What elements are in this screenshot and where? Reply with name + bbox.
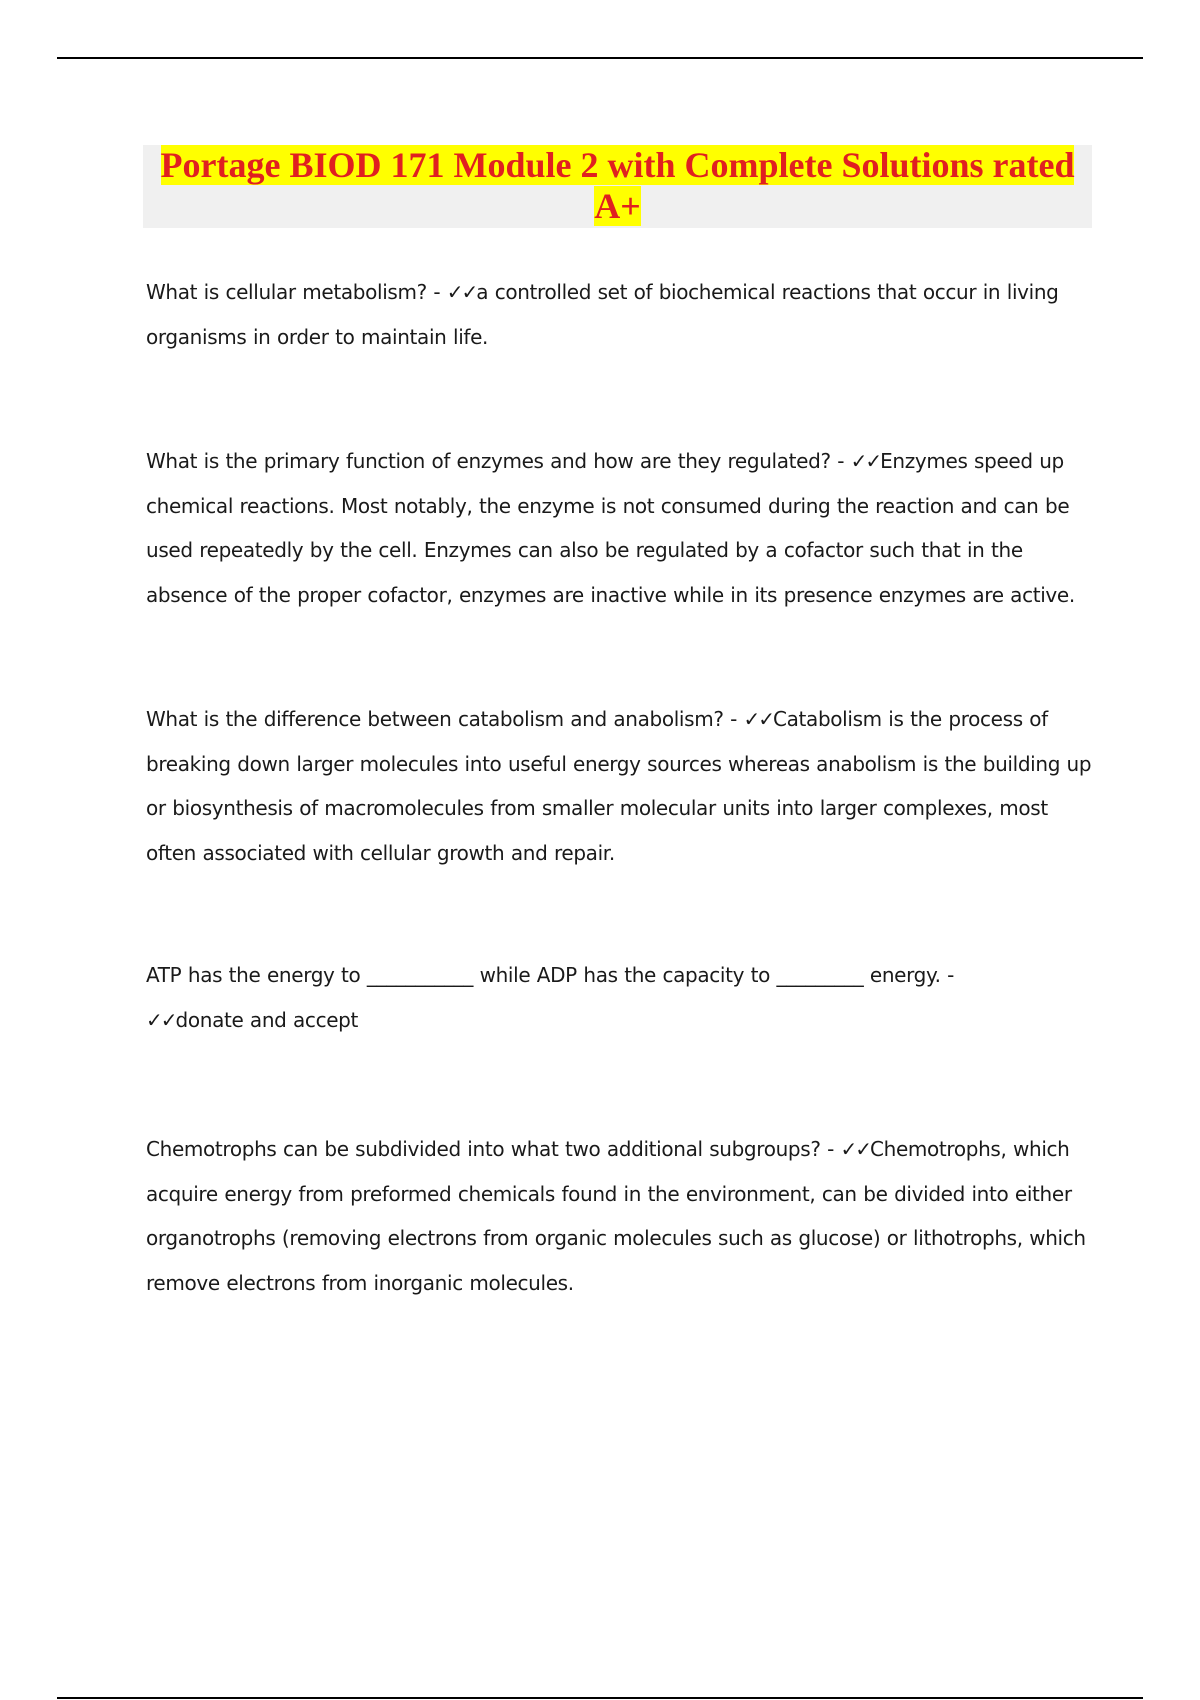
- double-check-icon: ✓✓: [850, 449, 881, 473]
- qa-item-2: [146, 439, 1096, 617]
- document-title-box: [143, 145, 1092, 228]
- qa-item-4: [146, 953, 1096, 1042]
- qa-question-1: What is cellular metabolism?: [146, 280, 427, 304]
- double-check-icon: ✓✓: [743, 707, 774, 731]
- qa-separator: -: [426, 280, 447, 304]
- qa-question-2: What is the primary function of enzymes and how are they regulated?: [146, 449, 831, 473]
- bottom-rule: [57, 1697, 1143, 1699]
- qa-question-3: What is the difference between catabolism and anabolism?: [146, 707, 724, 731]
- qa-item-5: [146, 1127, 1096, 1305]
- document-title: Portage BIOD 171 Module 2 with Complete Solutions rated A+: [160, 145, 1075, 226]
- double-check-icon: ✓✓: [146, 1007, 176, 1032]
- qa-answer-5: Chemotrophs, which acquire energy from preformed chemicals found in the environment, can be divided into either organotrophs (removing electrons from organic molecules such as glucose) or lithotrophs, which remove electrons from inorganic molecules.: [146, 1137, 1086, 1295]
- qa-separator: -: [830, 449, 851, 473]
- qa-answer-3: Catabolism is the process of breaking down larger molecules into useful energy sources whereas anabolism is the building up or biosynthesis of macromolecules from smaller molecular units into larger complexes, most often associated with cellular growth and repair.: [146, 707, 1092, 865]
- qa-answer-4: donate and accept: [175, 1007, 359, 1032]
- qa-answer-2: Enzymes speed up chemical reactions. Most notably, the enzyme is not consumed during the reaction and can be used repeatedly by the cell. Enzymes can also be regulated by a cofactor such that in the absence of the proper cofactor, enzymes are inactive while in its presence enzymes are active.: [146, 449, 1075, 607]
- qa-question-5: Chemotrophs can be subdivided into what two additional subgroups?: [146, 1137, 821, 1161]
- qa-separator: -: [820, 1137, 841, 1161]
- qa-separator: -: [723, 707, 744, 731]
- qa-question-4: ATP has the energy to ___________ while ADP has the capacity to _________ energy.: [146, 963, 941, 987]
- qa-answer-1: a controlled set of biochemical reactions that occur in living organisms in order to maintain life.: [146, 280, 1059, 349]
- qa-item-1: [146, 270, 1096, 359]
- qa-item-3: [146, 697, 1096, 875]
- top-rule: [57, 57, 1143, 59]
- double-check-icon: ✓✓: [446, 280, 477, 304]
- double-check-icon: ✓✓: [840, 1137, 871, 1161]
- qa-separator: -: [940, 963, 954, 987]
